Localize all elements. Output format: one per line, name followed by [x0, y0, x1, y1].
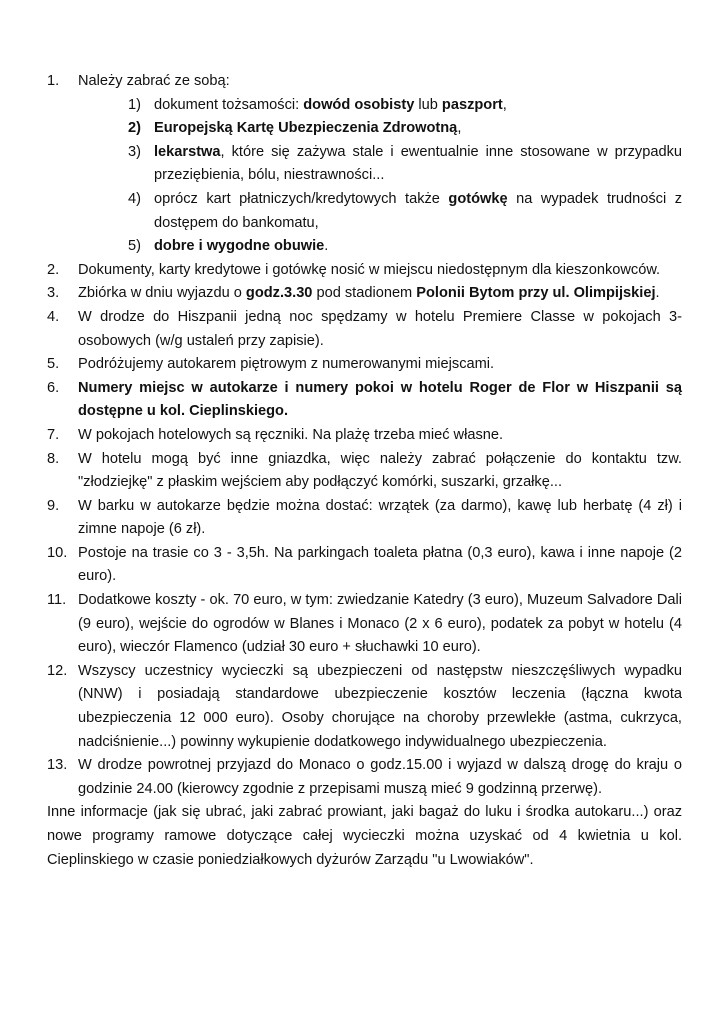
item-number: 5. [47, 356, 60, 373]
sub-list-item [122, 141, 682, 188]
item-text [78, 380, 682, 420]
sub-item-number: 4) [128, 190, 141, 207]
list-item [47, 70, 682, 259]
text-segment: dokument tożsamości: [154, 96, 304, 113]
list-item [47, 495, 682, 542]
list-item [47, 542, 682, 589]
item-number: 8. [47, 450, 60, 467]
text-segment: paszport [441, 96, 503, 113]
item-text [78, 451, 682, 491]
text-segment: Polonii Bytom przy ul. Olimpijskiej [416, 285, 656, 302]
item-text [78, 663, 682, 750]
text-segment: oprócz kart płatniczych/kredytowych także [154, 190, 449, 207]
item-number: 10. [47, 544, 68, 561]
list-item [47, 259, 682, 283]
sub-item-number: 3) [128, 143, 141, 160]
list-item [47, 424, 682, 448]
item-number: 13. [47, 757, 68, 774]
text-segment: Zbiórka w dniu wyjazdu o [78, 285, 246, 302]
item-text [78, 309, 682, 349]
item-text [78, 285, 660, 301]
item-text [78, 427, 503, 443]
text-segment: dowód osobisty [303, 96, 415, 113]
sub-item-text [154, 97, 507, 113]
text-segment: godz.3.30 [245, 285, 313, 302]
text-segment: Podróżujemy autokarem piętrowym z numerowanymi miejscami. [78, 356, 495, 373]
text-segment: W pokojach hotelowych są ręczniki. Na plażę trzeba mieć własne. [78, 426, 504, 443]
sub-item-number: 1) [128, 96, 141, 113]
list-item [47, 282, 682, 306]
text-segment: W drodze do Hiszpanii jedną noc spędzamy w hotelu Premiere Classe w pokojach 3-osobowych (w/g ustaleń przy zapisie). [78, 308, 682, 349]
sub-item-text [154, 120, 461, 136]
text-segment: lub [414, 96, 442, 113]
text-segment: Numery miejsc w autokarze i numery pokoi w hotelu Roger de Flor w Hiszpanii są dostępne u kol. Cieplinskiego. [78, 379, 682, 420]
text-segment: . [655, 285, 660, 302]
sub-list-item [122, 94, 682, 118]
text-segment: , [502, 96, 507, 113]
item-text [78, 262, 660, 278]
list-item [47, 754, 682, 801]
item-number: 6. [47, 379, 60, 396]
text-segment: dobre i wygodne obuwie [154, 238, 325, 255]
text-segment: Należy zabrać ze sobą: [78, 73, 230, 89]
sub-list-item [122, 117, 682, 141]
sub-list-item [122, 235, 682, 259]
text-segment: , [457, 120, 462, 137]
list-item [47, 306, 682, 353]
text-segment: gotówkę [448, 190, 508, 207]
list-item [47, 377, 682, 424]
item-number: 7. [47, 426, 60, 443]
sub-item-number: 2) [128, 120, 141, 137]
item-number: 2. [47, 261, 60, 278]
text-segment: W hotelu mogą być inne gniazdka, więc należy zabrać połączenie do kontaktu tzw. "złodziejkę" z płaskim wejściem aby podłączyć komórki, suszarki, grzałkę... [78, 450, 682, 491]
item-number: 1. [47, 73, 60, 89]
item-text [78, 498, 682, 538]
sub-list [78, 94, 682, 259]
instructions-list [47, 70, 682, 801]
sub-item-text [154, 191, 682, 231]
item-text [78, 545, 682, 585]
list-item [47, 660, 682, 754]
sub-item-text [154, 238, 328, 254]
sub-item-text [154, 144, 682, 184]
item-number: 9. [47, 497, 60, 514]
text-segment: W drodze powrotnej przyjazd do Monaco o godz.15.00 i wyjazd w dalszą drogę do kraju o godzinie 24.00 (kierowcy zgodnie z przepisami muszą mieć 9 godzinną przerwę). [78, 757, 682, 797]
item-text [78, 757, 682, 797]
item-text [78, 356, 494, 372]
text-segment: Wszyscy uczestnicy wycieczki są ubezpieczeni od następstw nieszczęśliwych wypadku (NNW) i posiadają standardowe ubezpieczenie kosztów leczenia (łączna kwota ubezpieczenia 12 000 euro). Osoby chorujące na choroby przewlekłe (astma, cukrzyca, nadciśnienie...) powinny wykupienie dodatkowego indywidualnego ubezpieczenia. [78, 662, 682, 750]
item-text [78, 592, 682, 655]
sub-item-number: 5) [128, 238, 141, 255]
item-number: 12. [47, 662, 68, 679]
list-item [47, 353, 682, 377]
item-number: 3. [47, 285, 60, 302]
sub-list-item [122, 188, 682, 235]
text-segment: , które się zażywa stale i ewentualnie inne stosowane w przypadku przeziębienia, bólu, niestrawności... [154, 143, 682, 184]
text-segment: Europejską Kartę Ubezpieczenia Zdrowotną [154, 120, 458, 137]
item-text [78, 73, 230, 89]
text-segment: pod stadionem [312, 285, 417, 302]
item-number: 4. [47, 308, 60, 325]
text-segment: Dokumenty, karty kredytowe i gotówkę nosić w miejscu niedostępnym dla kieszonkowców. [78, 261, 661, 278]
text-segment: Postoje na trasie co 3 - 3,5h. Na parkingach toaleta płatna (0,3 euro), kawa i inne napoje (2 euro). [78, 544, 682, 585]
item-number: 11. [47, 592, 67, 609]
text-segment: . [324, 238, 329, 255]
text-segment: Dodatkowe koszty - ok. 70 euro, w tym: zwiedzanie Katedry (3 euro), Muzeum Salvadore Dali (9 euro), wejście do ogrodów w Blanes i Monaco (2 x 6 euro), podatek za pobyt w hotelu (4 euro), wieczór Flamenco (udział 30 euro + słuchawki 10 euro). [78, 592, 682, 656]
list-item [47, 589, 682, 660]
text-segment: W barku w autokarze będzie można dostać: wrzątek (za darmo), kawę lub herbatę (4 zł) i zimne napoje (6 zł). [78, 497, 682, 538]
list-item [47, 448, 682, 495]
text-segment: lekarstwa [154, 143, 221, 160]
text-segment: na wypadek trudności z dostępem do bankomatu, [154, 190, 682, 231]
footer-note: Inne informacje (jak się ubrać, jaki zabrać prowiant, jaki bagaż do luku i środka autokaru...) oraz nowe programy ramowe dotyczące całej wycieczki można uzyskać od 4 kwietnia u kol. Cieplinskiego w czasie poniedziałkowych dyżurów Zarządu "u Lwowiaków". [47, 804, 682, 868]
